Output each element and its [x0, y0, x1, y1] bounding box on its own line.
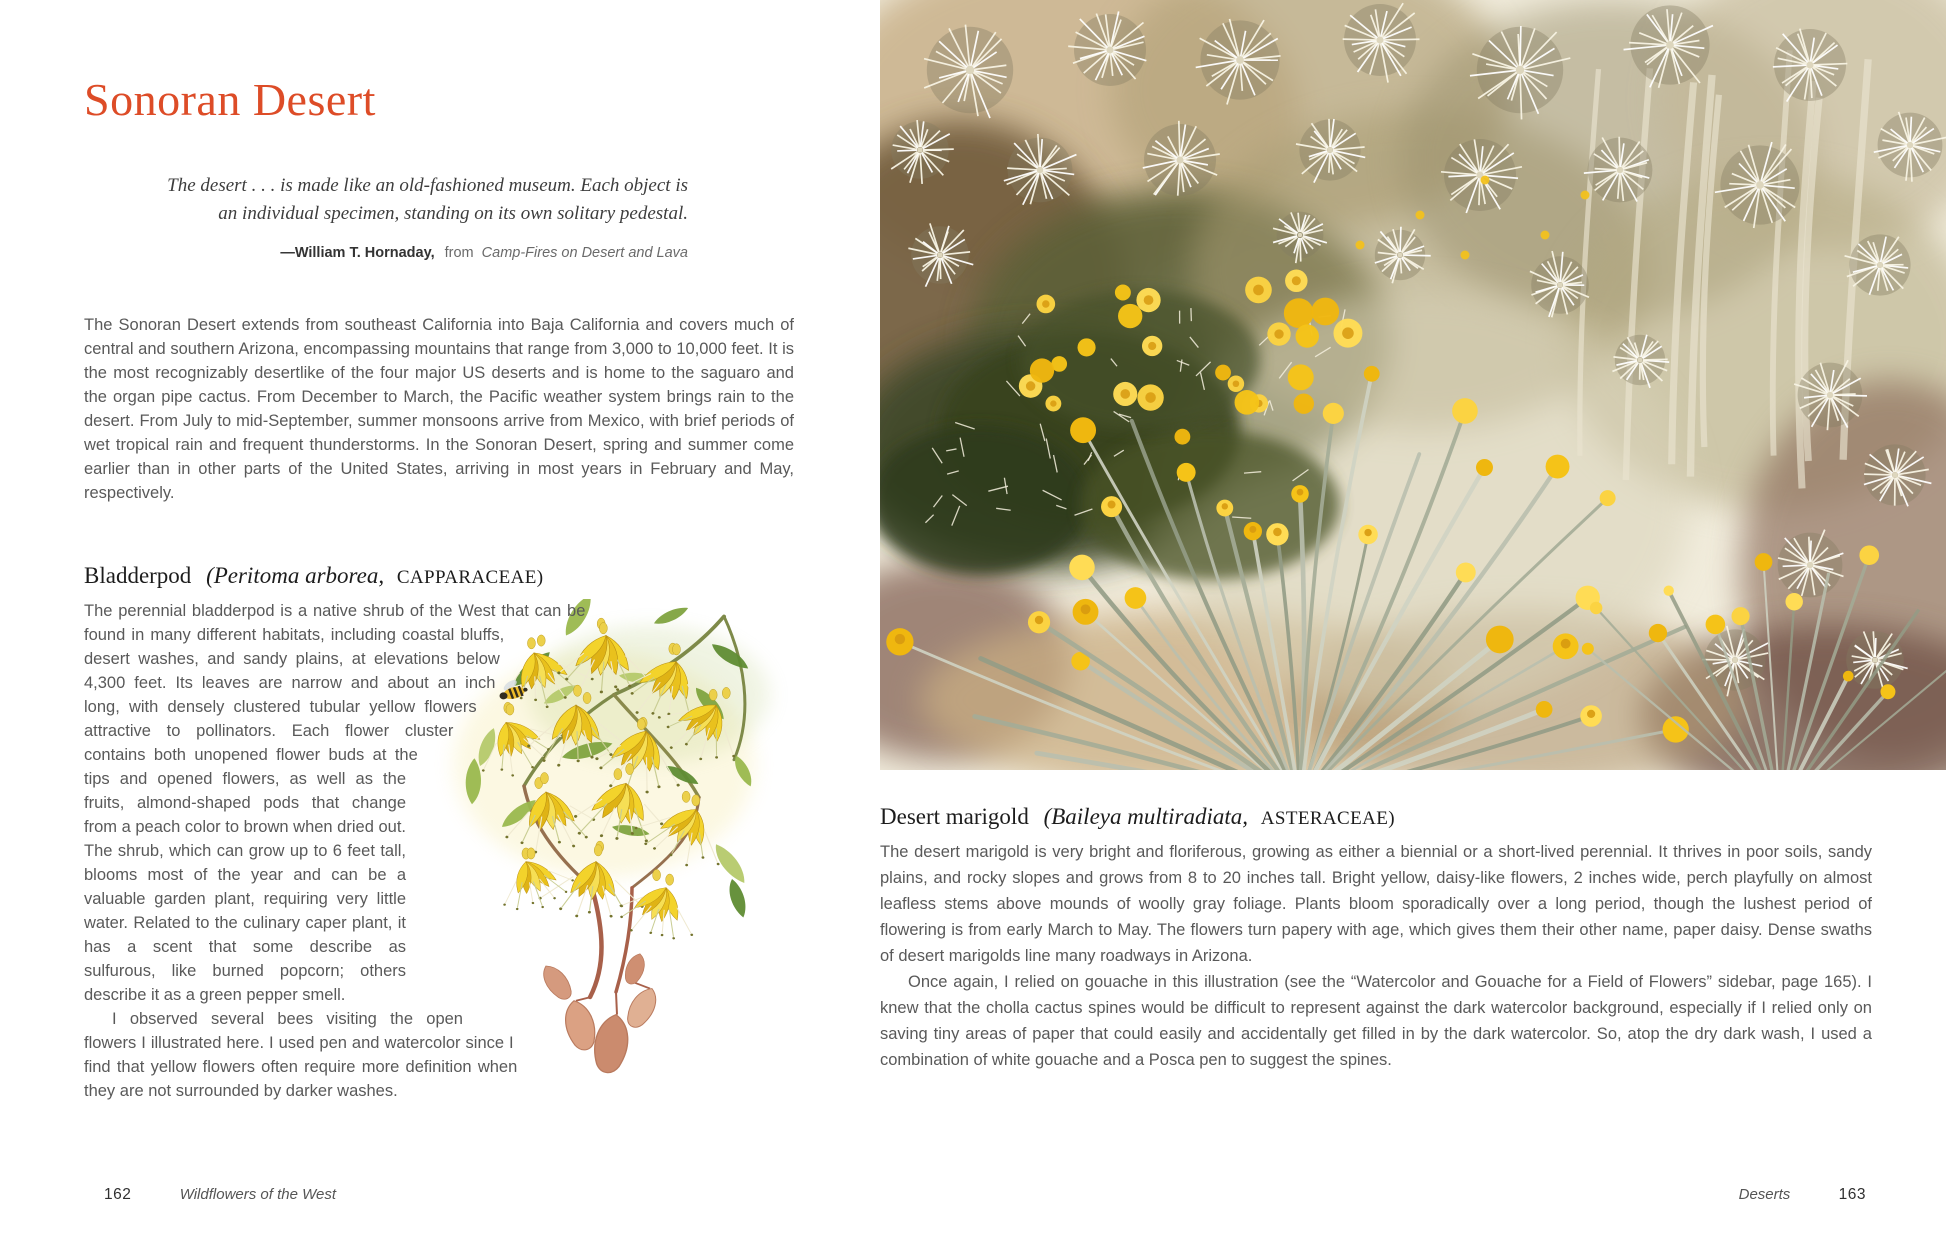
attribution-author: —William T. Hornaday,	[280, 245, 435, 262]
quote-line: an individual specimen, standing on its own solitary pedestal.	[218, 202, 688, 224]
species-common-name: Desert marigold	[880, 804, 1029, 829]
book-title: Wildflowers of the West	[179, 1186, 336, 1203]
desert-marigold-painting	[880, 0, 1946, 770]
attribution-source: Camp-Fires on Desert and Lava	[481, 245, 688, 262]
species-family: CAPPARACEAE)	[396, 567, 544, 589]
page-footer-right	[1739, 1186, 1866, 1204]
intro-paragraph: The Sonoran Desert extends from southeast California into Baja California and covers much of central and southern Arizona, encompassing mountains that range from 3,000 to 10,000 feet. It is the most recognizably desertlike of the four major US deserts and is home to the saguaro and the organ pipe cactus. From December to March, the Pacific weather system brings rain to the desert. From July to mid-September, summer monsoons arrive from Mexico, with brief periods of wet tropical rain and frequent thunderstorms. In the Sonoran Desert, spring and summer come earlier than in other parts of the United States, arriving in most years in February and May, respectively.	[84, 316, 794, 503]
species-family: ASTERACEAE)	[1260, 808, 1395, 829]
species-paragraph: Once again, I relied on gouache in this illustration (see the “Watercolor and Gouache for a Field of Flowers” sidebar, page 165). I knew that the cholla cactus spines would be difficult to represent against the dark watercolor background, especially if I relied only on saving tiny areas of paper that could easily and accidentally get filled in by the dark watercolor. So, atop the dry dark wash, I used a combination of white gouache and a Posca pen to suggest the spines.	[880, 973, 1872, 1069]
chapter-title: Deserts	[1738, 1186, 1791, 1203]
species-paragraph: I observed several bees visiting the open flowers I illustrated here. I used pen and watercolor since I find that yellow flowers often require more definition when they are not surrounded by darker washes.	[84, 1010, 518, 1101]
page-title: Sonoran Desert	[84, 74, 376, 125]
page-number-left: 162	[104, 1186, 132, 1203]
species-heading	[84, 563, 794, 589]
page-number-right: 163	[1838, 1186, 1866, 1203]
right-page	[880, 0, 1946, 1073]
species-heading	[880, 804, 1872, 830]
species-latin-name: (Peritoma arborea,	[206, 563, 385, 589]
bladderpod-body	[84, 599, 794, 1103]
marigold-cholla-watercolor	[880, 0, 1946, 770]
quote-line: The desert . . . is made like an old-fashioned museum. Each object is	[167, 175, 688, 197]
species-paragraph: The desert marigold is very bright and floriferous, growing as either a biennial or a short-lived perennial. It thrives in poor soils, sandy plains, and rocky slopes and grows from 8 to 20 inches tall. Bright yellow, daisy-like flowers, 2 inches wide, perch playfully on almost leafless stems above mounds of woolly gray foliage. Plants bloom sporadically over a long period, though the lushest period of flowering is from early March to May. The flowers turn papery with age, which gives them their other name, paper daisy. Dense swaths of desert marigolds line many roadways in Arizona.	[880, 843, 1872, 965]
attribution-from: from	[444, 245, 474, 262]
species-latin-name: (Baileya multiradiata,	[1043, 804, 1248, 829]
marigold-body	[880, 839, 1872, 1073]
species-paragraph: The perennial bladderpod is a native shrub of the West that can be found in many different habitats, including coastal bluffs, desert washes, and sandy plains, at elevations below 4,300 feet. Its leaves are narrow and about an inch long, with densely clustered tubular yellow flowers attractive to pollinators. Each flower cluster contains both unopened flower buds at the tips and opened flowers, as well as the fruits, almond-shaped pods that change from a peach color to brown when dried out. The shrub, which can grow up to 6 feet tall, blooms most of the year and can be a valuable garden plant, requiring very little water. Related to the culinary caper plant, it has a scent that some describe as sulfurous, like burned popcorn; others describe it as a green pepper smell.	[84, 602, 586, 1005]
marigold-section	[880, 804, 1872, 1073]
quote-attribution	[84, 245, 688, 261]
pull-quote	[84, 172, 688, 227]
species-common-name: Bladderpod	[84, 563, 192, 589]
page-footer-left	[104, 1186, 336, 1204]
bladderpod-section	[84, 563, 794, 1103]
left-page	[84, 0, 794, 1103]
